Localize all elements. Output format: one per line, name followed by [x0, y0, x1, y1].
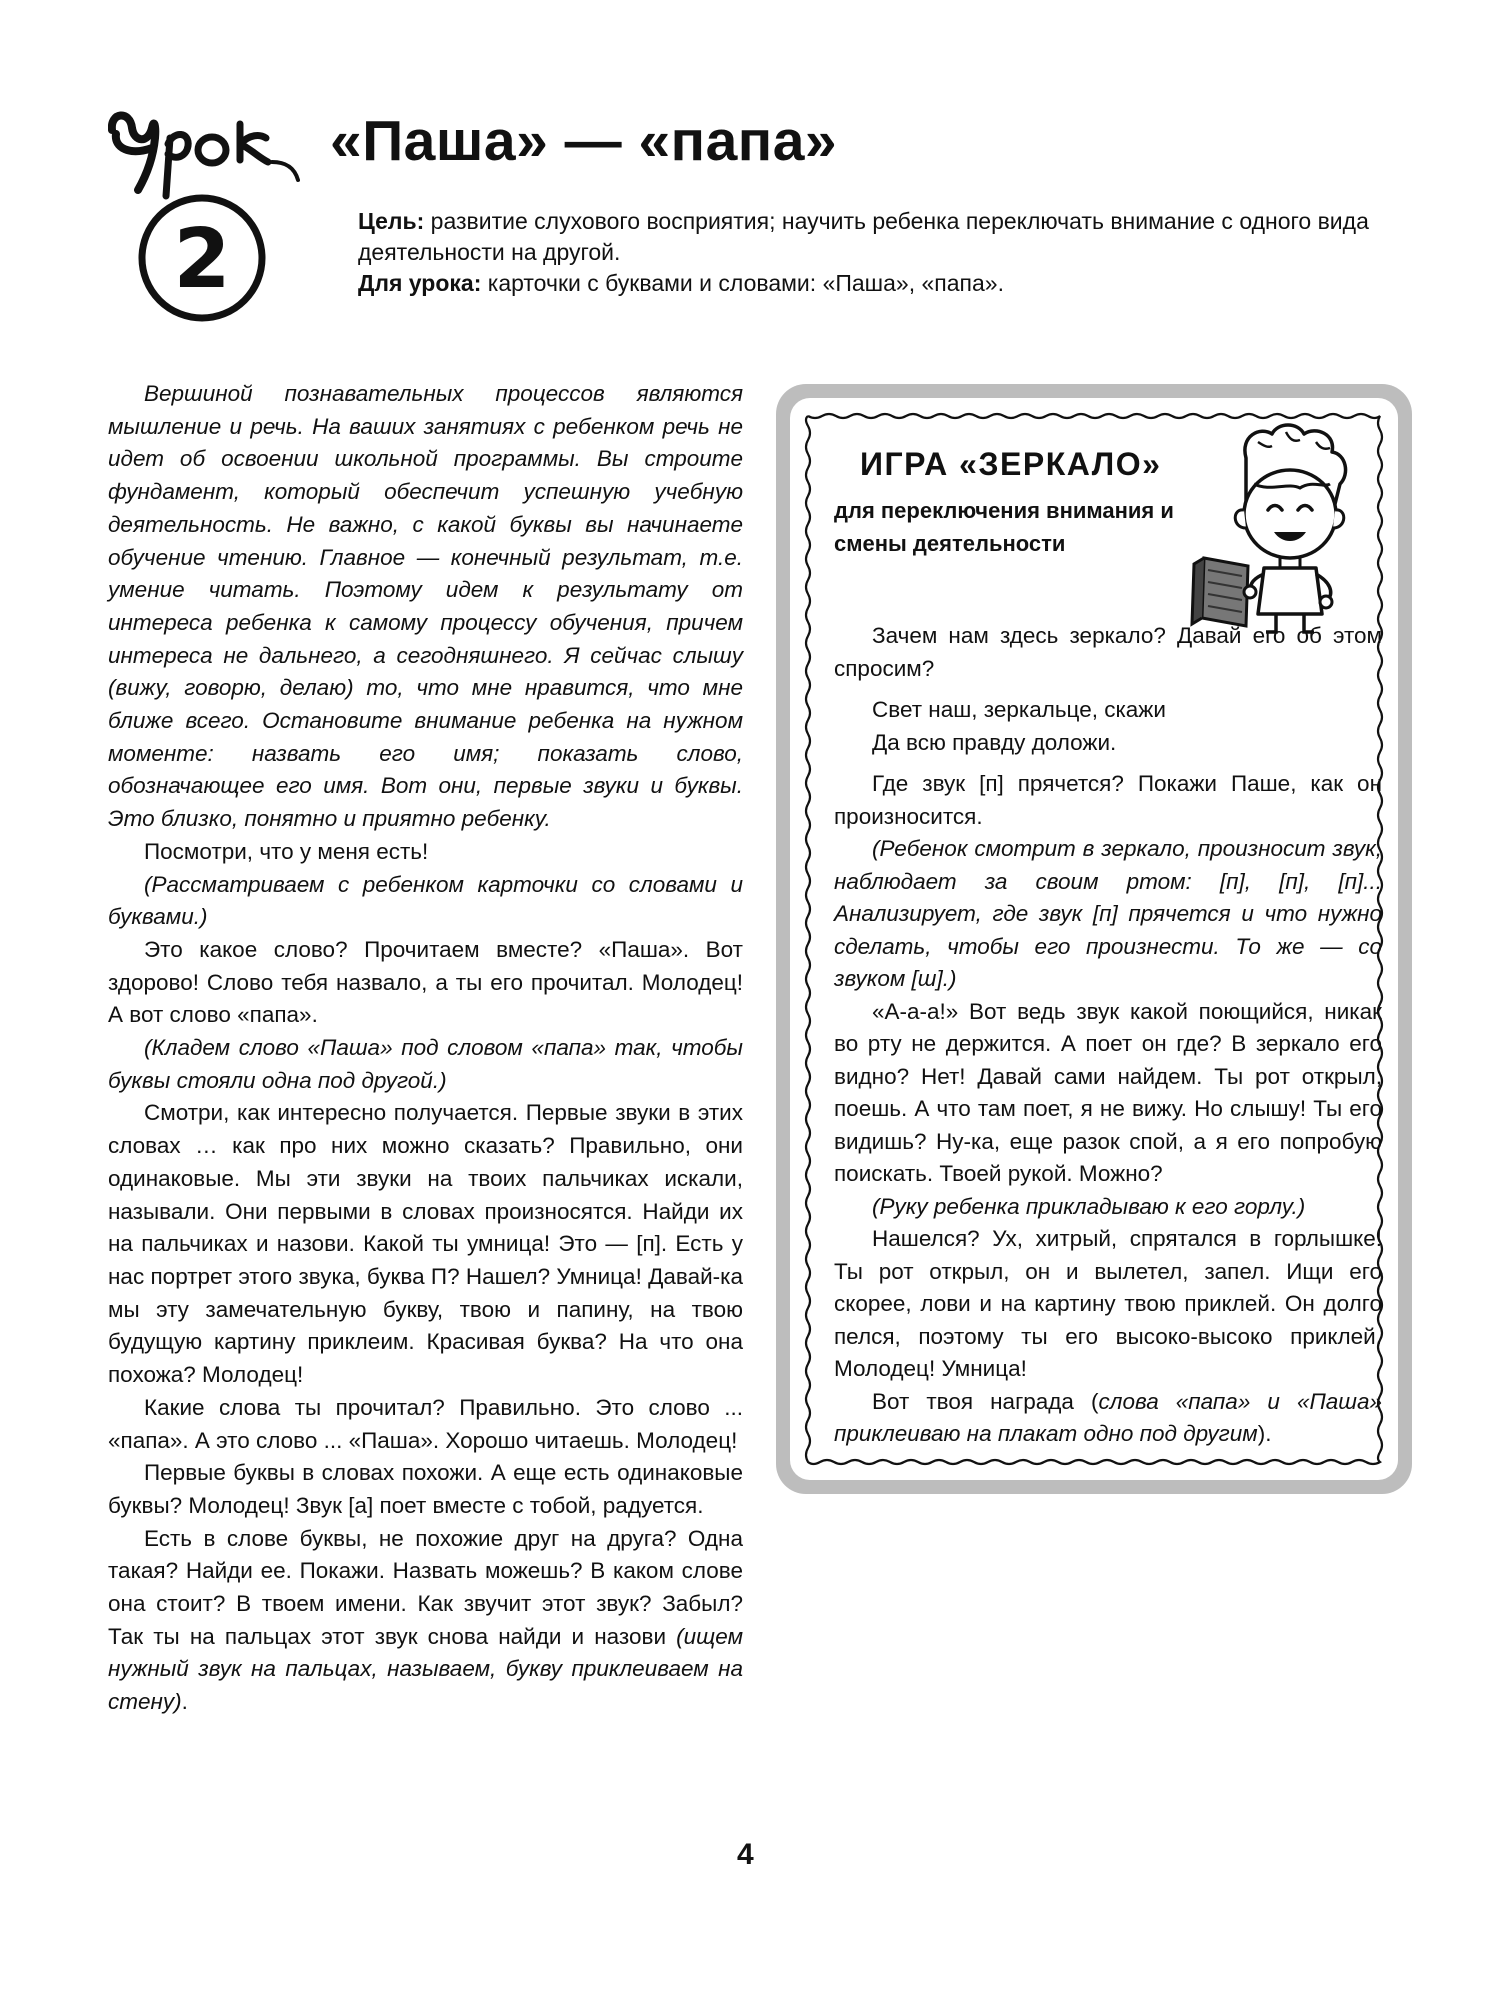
goal-label: Цель: — [358, 208, 425, 234]
game-text — [834, 620, 1382, 1451]
paragraph-text: . — [181, 1689, 188, 1715]
paragraph: Посмотри, что у меня есть! — [144, 838, 429, 864]
game-box — [776, 384, 1412, 1494]
paragraph: (Руку ребенка прикладываю к его горлу.) — [872, 1193, 1306, 1219]
paragraph: «А-а-а!» Вот ведь звук какой поющийся, никак во рту не держится. А поет он где? В зеркало его видно? Нет! Давай сами найдем. Ты рот открыл, поешь. А что там поет, я не вижу. Но слышу! Ты его видишь? Ну-ка, еще разок спой, а я его попробую поискать. Твоей рукой. Можно? — [834, 998, 1382, 1186]
paragraph: Это какое слово? Прочитаем вместе? «Паша». Вот здорово! Слово тебя назвало, а ты его прочитал. Молодец! А вот слово «папа». — [108, 936, 743, 1028]
paragraph: Вершиной познавательных процессов являются мышление и речь. На ваших занятиях с ребенком речь не идет об освоении школьной программы. Вы строите фундамент, который обеспечит успешную учебную деятельность. Не важно, с какой буквы вы начинаете обучение чтению. Главное — конечный результат, т.е. умение читать. Поэтому идем к результату от интереса ребенка к самому процессу обучения, причем интереса не дальнего, а сегодняшнего. Я сейчас слышу (вижу, говорю, делаю) то, что мне нравится, что мне ближе всего. Остановите внимание ребенка на нужном моменте: назвать его имя; показать слово, обозначающее его имя. Вот они, первые звуки и буквы. Это близко, понятно и приятно ребенку. — [108, 381, 743, 832]
materials-label: Для урока: — [358, 270, 482, 296]
paragraph — [108, 1523, 743, 1719]
paragraph-italic: (ищем нужный звук на пальцах, называем, букву приклеиваем на стену) — [108, 1623, 743, 1715]
game-title: ИГРА «ЗЕРКАЛО» — [860, 446, 1162, 482]
lesson-intro — [318, 206, 1418, 299]
page-number: 4 — [737, 1838, 754, 1871]
lesson-number-badge — [136, 192, 268, 324]
paragraph-text: Вот твоя награда ( — [872, 1388, 1099, 1414]
paragraph-text: Есть в слове буквы, не похожие друг на друга? Одна такая? Найди ее. Покажи. Назвать можешь? В каком слове она стоит? В твоем имени. Как звучит этот звук? Забыл? Так ты на пальцах этот звук снова найди и назови — [108, 1525, 743, 1649]
paragraph: Какие слова ты прочитал? Правильно. Это слово ... «папа». А это слово ... «Паша». Хорошо читаешь. Молодец! — [108, 1394, 743, 1453]
materials-text: карточки с буквами и словами: «Паша», «папа». — [481, 270, 1004, 296]
paragraph — [834, 1386, 1382, 1451]
paragraph-text: ). — [1257, 1421, 1272, 1446]
main-text-column — [108, 378, 743, 1719]
paragraph: Смотри, как интересно получается. Первые звуки в этих словах … как про них можно сказать? Правильно, они одинаковые. Мы эти звуки на твоих пальчиках искали, называли. Они первыми в словах произносятся. Найди их на пальчиках и назови. Какой ты умница! Это — [п]. Есть у нас портрет этого звука, буква П? Нашел? Умница! Давай-ка мы эту замечательную букву, твою и папину, на твою будущую картину приклеим. Красивая буква? На что она похожа? Молодец! — [108, 1100, 743, 1388]
paragraph: Первые буквы в словах похожи. А еще есть одинаковые буквы? Молодец! Звук [а] поет вместе с тобой, радуется. — [108, 1460, 743, 1518]
lesson-number: 2 — [173, 212, 231, 307]
paragraph: (Ребенок смотрит в зеркало, произносит звук, наблюдает за своим ртом: [п], [п], [п]... Анализирует, где звук [п] прячется и что нужно сделать, чтобы его произнести. То же — со звуком [ш].) — [834, 836, 1382, 991]
poem-line: Свет наш, зеркальце, скажи — [872, 697, 1166, 722]
lesson-script-lettering — [108, 104, 308, 204]
paragraph: (Кладем слово «Паша» под словом «папа» так, чтобы буквы стояли одна под другой.) — [108, 1035, 743, 1093]
paragraph: Зачем нам здесь зеркало? Давай его об этом спросим? — [834, 623, 1382, 681]
paragraph: Где звук [п] прячется? Покажи Паше, как он произносится. — [834, 771, 1382, 829]
game-box-inner — [790, 398, 1398, 1480]
goal-line — [318, 206, 1418, 268]
lesson-title: «Паша» — «папа» — [330, 109, 838, 173]
paragraph-italic: слова «папа» и «Паша» приклеиваю на плакат одно под другим — [834, 1388, 1382, 1446]
paragraph: (Рассматриваем с ребенком карточки со словами и буквами.) — [108, 871, 743, 930]
game-subtitle: для переключения внимания и смены деятельности — [834, 498, 1174, 556]
poem-line: Да всю правду доложи. — [872, 729, 1117, 755]
boy-with-book-illustration — [1184, 418, 1384, 638]
goal-text: развитие слухового восприятия; научить ребенка переключать внимание с одного вида деятельности на другой. — [358, 208, 1369, 265]
paragraph: Нашелся? Ух, хитрый, спрятался в горлышке! Ты рот открыл, он и вылетел, запел. Ищи его скорее, лови и на картину твою приклей. Он долго пелся, поэтому ты его высоко-высоко приклей. Молодец! Умница! — [834, 1226, 1382, 1381]
materials-line — [318, 268, 1418, 299]
